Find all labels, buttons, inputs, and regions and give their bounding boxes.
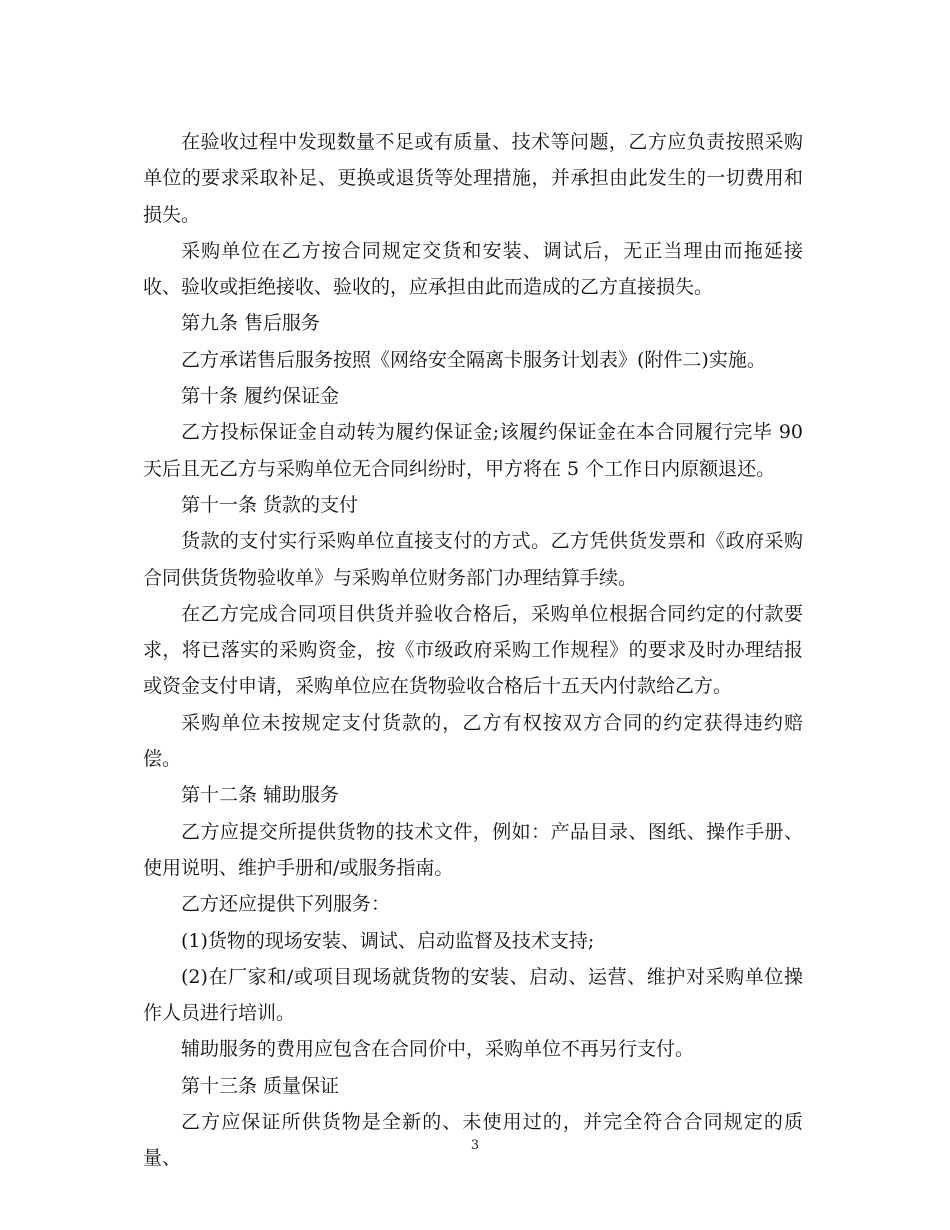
section-heading: 第十条 履约保证金 (181, 385, 340, 408)
section-heading: 第十二条 辅助服务 (181, 784, 340, 807)
list-item: (1)货物的现场安装、调试、启动监督及技术支持; (181, 929, 595, 952)
paragraph: 乙方承诺售后服务按照《网络安全隔离卡服务计划表》(附件二)实施。 (181, 348, 766, 371)
paragraph: 辅助服务的费用应包含在合同价中，采购单位不再另行支付。 (181, 1038, 695, 1061)
list-item: (2)在厂家和/或项目现场就货物的安装、启动、运营、维护对采购单位操作人员进行培训。 (143, 965, 803, 1025)
paragraph: 采购单位未按规定支付货款的，乙方有权按双方合同的约定获得违约赔偿。 (143, 711, 803, 771)
document-body (143, 124, 803, 1177)
paragraph: 在验收过程中发现数量不足或有质量、技术等问题，乙方应负责按照采购单位的要求采取补足、更换或退货等处理措施，并承担由此发生的一切费用和损失。 (143, 131, 803, 226)
paragraph: 乙方应提交所提供货物的技术文件，例如：产品目录、图纸、操作手册、使用说明、维护手册和/或服务指南。 (143, 820, 803, 879)
page-number: 3 (470, 1138, 480, 1153)
paragraph: 货款的支付实行采购单位直接支付的方式。乙方凭供货发票和《政府采购合同供货货物验收单》与采购单位财务部门办理结算手续。 (143, 530, 803, 589)
section-heading: 第九条 售后服务 (181, 312, 321, 335)
section-heading: 第十三条 质量保证 (181, 1074, 340, 1097)
paragraph: 乙方投标保证金自动转为履约保证金;该履约保证金在本合同履行完毕 90 天后且无乙方与采购单位无合同纠纷时，甲方将在 5 个工作日内原额退还。 (143, 421, 803, 480)
paragraph: 乙方还应提供下列服务： (181, 893, 391, 916)
paragraph: 乙方应保证所供货物是全新的、未使用过的，并完全符合合同规定的质量、 (143, 1111, 803, 1170)
paragraph: 在乙方完成合同项目供货并验收合格后，采购单位根据合同约定的付款要求，将已落实的采购资金，按《市级政府采购工作规程》的要求及时办理结报或资金支付申请，采购单位应在货物验收合格后十五天内付款给乙方。 (143, 602, 803, 698)
section-heading: 第十一条 货款的支付 (181, 493, 359, 516)
paragraph: 采购单位在乙方按合同规定交货和安装、调试后，无正当理由而拖延接收、验收或拒绝接收、验收的，应承担由此而造成的乙方直接损失。 (143, 239, 803, 299)
